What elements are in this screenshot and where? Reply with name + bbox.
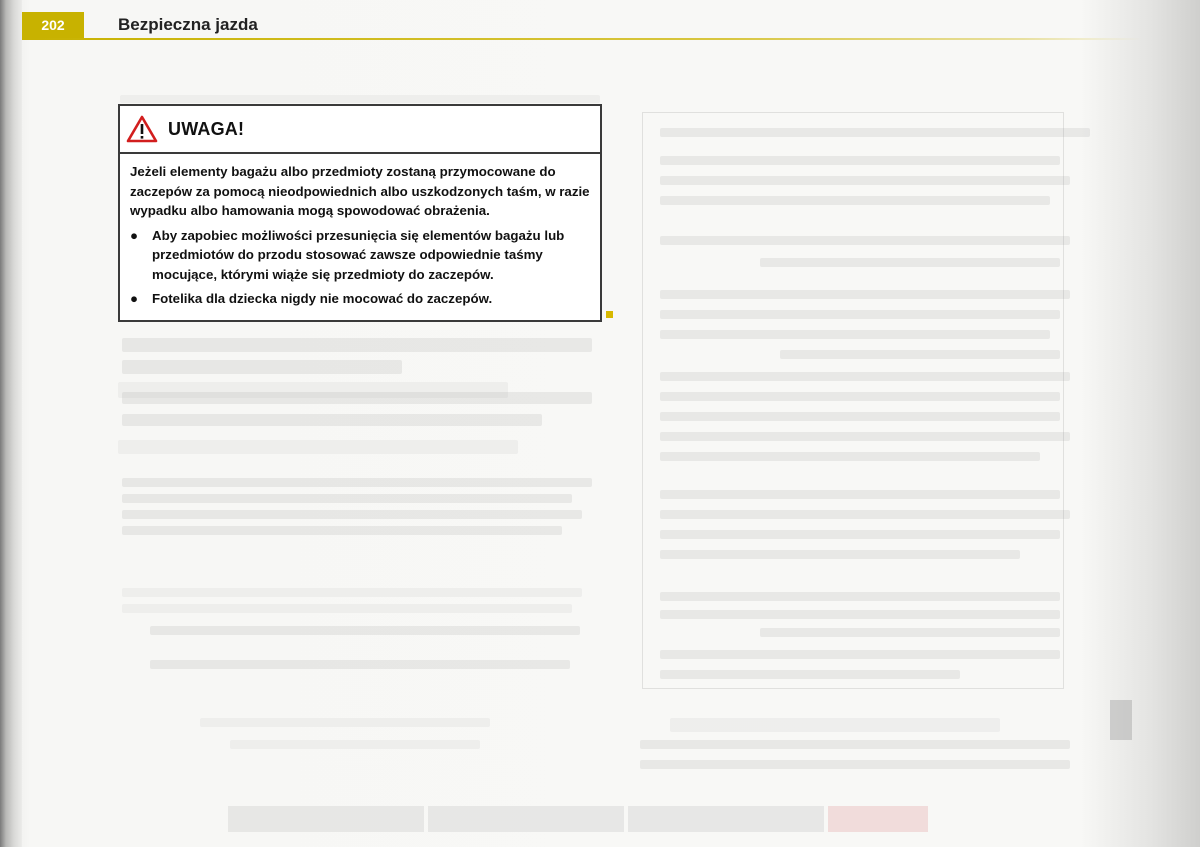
bleed-through-line [122, 338, 592, 352]
bleed-through-line [118, 440, 518, 454]
bleed-through-line [760, 628, 1060, 637]
bleed-through-edge-tab [1110, 700, 1132, 740]
bleed-through-line [660, 490, 1060, 499]
bleed-through-line [660, 510, 1070, 519]
bleed-through-line [660, 650, 1060, 659]
bleed-through-tab [228, 806, 424, 832]
bleed-through-line [122, 604, 572, 613]
section-title: Bezpieczna jazda [118, 15, 258, 34]
bleed-through-line [660, 310, 1060, 319]
bleed-through-line [122, 360, 402, 374]
bleed-through-line [120, 95, 600, 103]
warning-title: UWAGA! [168, 118, 245, 139]
bleed-through-line [122, 494, 572, 503]
bleed-through-line [660, 330, 1050, 339]
bleed-through-line [122, 588, 582, 597]
warning-bullet-text: Aby zapobiec możliwości przesunięcia się elementów bagażu lub przedmiotów do przodu stosować zawsze odpowiednie taśmy mocujące, którymi wiąże się przedmioty do zaczepów. [152, 227, 565, 282]
bleed-through-line [660, 156, 1060, 165]
bleed-through-line [660, 392, 1060, 401]
bleed-through-tab [828, 806, 928, 832]
bleed-through-line [660, 530, 1060, 539]
bleed-through-line [122, 414, 542, 426]
bullet-dot-icon: ● [130, 291, 139, 306]
warning-box [118, 104, 602, 322]
bleed-through-line [640, 760, 1070, 769]
bleed-through-line [780, 350, 1060, 359]
bleed-through-line [660, 550, 1020, 559]
bleed-through-tab [428, 806, 624, 832]
bleed-through-line [660, 452, 1040, 461]
warning-body [120, 154, 600, 309]
page-binding [0, 0, 22, 847]
bleed-through-line [200, 718, 490, 727]
bleed-through-line [150, 626, 580, 635]
bleed-through-tab [628, 806, 824, 832]
bleed-through-line [760, 258, 1060, 267]
bleed-through-line [230, 740, 480, 749]
page-number: 202 [22, 12, 84, 38]
warning-header [120, 106, 600, 154]
header-rule [22, 38, 1142, 40]
bleed-through-line [660, 592, 1060, 601]
bleed-through-line [122, 526, 562, 535]
bleed-through-line [122, 478, 592, 487]
bleed-through-line [660, 372, 1070, 381]
section-end-marker [606, 311, 613, 318]
bleed-through-line [660, 176, 1070, 185]
bleed-through-line [660, 412, 1060, 421]
bleed-through-line [670, 718, 1000, 732]
bleed-through-line [660, 432, 1070, 441]
warning-bullet [130, 226, 590, 285]
bleed-through-line [122, 392, 592, 404]
bleed-through-line [122, 510, 582, 519]
bullet-dot-icon: ● [130, 227, 139, 243]
bleed-through-line [660, 196, 1050, 205]
bleed-through-line [660, 236, 1070, 245]
warning-triangle-icon [126, 115, 158, 143]
bleed-through-line [660, 610, 1060, 619]
bleed-through-line [640, 740, 1070, 749]
bleed-through-line [660, 670, 960, 679]
warning-intro-text: Jeżeli elementy bagażu albo przedmioty zostaną przymocowane do zaczepów za pomocą nieodpowiednich albo uszkodzonych taśm, w razie wypadku albo hamowania mogą spowodować obrażenia. [130, 164, 590, 218]
warning-bullet [130, 289, 590, 309]
bleed-through-line [660, 128, 1090, 137]
bleed-through-line [660, 290, 1070, 299]
warning-bullet-text: Fotelika dla dziecka nigdy nie mocować do zaczepów. [152, 291, 493, 306]
bleed-through-line [150, 660, 570, 669]
